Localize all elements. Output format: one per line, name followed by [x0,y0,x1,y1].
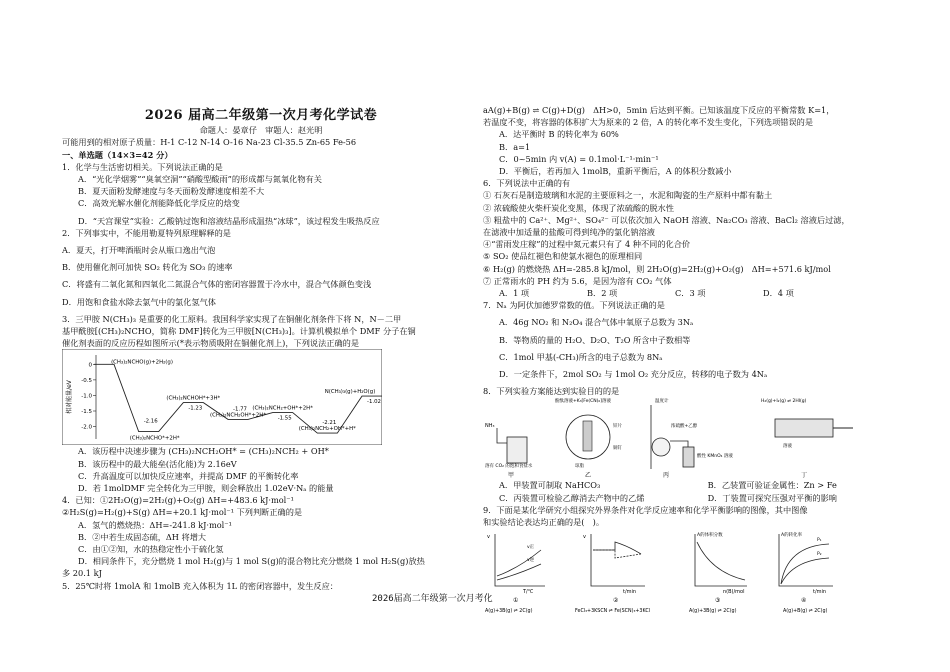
graph4-l2: P₂ [817,552,822,558]
q2-option-b: B．使用催化剂可加快 SO₂ 转化为 SO₃ 的速率 [62,262,233,273]
label-yi: 乙 [585,472,592,480]
energy-value-label: -1.23 [188,406,203,413]
q7-option-d: D．一定条件下，2mol SO₂ 与 1mol O₂ 充分反应，转移的电子数为 4Nₐ [499,369,768,380]
energy-state-label: (CH₃)₂NCHO(g)+2H₂(g) [111,359,173,366]
q6-option-d: D．4 项 [763,288,794,299]
q6-s4: ④“雷雨发庄稼”的过程中氮元素只有了 4 种不同的化合价 [483,239,691,250]
chart-y-tick-label: -1.0 [81,393,92,400]
zinc-strip [583,421,592,451]
apparatus-nh3-label: NH₃ [485,423,495,430]
apparatus-agar-label: 琼脂 [575,464,584,470]
chart-y-tick-label: -0.5 [81,378,92,385]
page-footer: 2026届高二年级第一次月考化 [372,594,493,604]
right-column [483,104,883,614]
graph4-num: ④ [801,597,807,605]
graph3-ylabel: A的体积分数 [697,533,723,539]
chart-y-label: 相对能量/eV [66,380,73,415]
q6-s3: ③ 粗盐中的 Ca²⁺、Mg²⁺、SO₄²⁻ 可以依次加入 NaOH 溶液、Na₂CO₃ 溶液、BaCl₂ 溶液后过滤， [483,214,850,225]
energy-value-label: -2.21 [322,420,337,427]
graph1-l2: v逆 [527,558,535,564]
q4-option-d-cont: 多 20.1 kJ [62,568,102,579]
q8-options-ab [483,479,883,491]
q7-option-c: C．1mol 甲基(-CH₃)所含的电子总数为 8Nₐ [499,351,663,362]
apparatus-solution-label: 溶液 [783,444,792,450]
graph3-xlabel: n(B)/mol [723,589,745,596]
atomic-masses: 可能用到的相对原子质量：H-1 C-12 N-14 O-16 Na-23 Cl-35.5 Zn-65 Fe-56 [62,137,357,148]
q4-option-d: D．相同条件下，充分燃烧 1 mol H₂(g)与 1 mol S(g)的混合物比充分燃烧 1 mol H₂S(g)放热 [78,556,425,567]
q4-stem: 4．已知：①2H₂O(g)=2H₂(g)+O₂(g) ΔH=+483.6 kJ·mol⁻¹ [62,495,294,506]
q8-option-c: C．丙装置可检验乙醇消去产物中的乙烯 [499,492,645,503]
q5-option-c: C．0~5min 内 v(A) = 0.1mol·L⁻¹·min⁻¹ [499,153,659,164]
energy-state-label: (CH₃)₂NCHO*+2H* [129,435,180,442]
graph4-eq: A(g)+B(g) ⇌ 2C(g) [783,609,828,615]
q6-s6: ⑥ H₂(g) 的燃烧热 ΔH=-285.8 kJ/mol，则 2H₂O(g)=2H₂(g)+O₂(g) ΔH=+571.6 kJ/mol [483,263,831,274]
q3-option-d: D．若 1molDMF 完全转化为三甲胺，则会释放出 1.02eV·Nₐ 的能量 [78,483,334,494]
graph1-xlabel: T/℃ [523,589,534,596]
q6-option-b: B．2 项 [587,288,618,299]
q6-s2: ② 浓硫酸使火柴杆炭化变黑，体现了浓硫酸的脱水性 [483,202,674,213]
energy-state-label: (CH₃)₂NCHOH*+3H* [166,396,221,403]
graph4-xlabel: t/min [813,589,827,596]
q6-s5: ⑤ SO₂ 使品红褪色和使氯水褪色的原理相同 [483,251,643,262]
q4-option-b: B．②中若生成固态硫，ΔH 将增大 [78,531,207,542]
q9-graph-2 [575,534,650,614]
exam-title: 2026 届高二年级第一次月考化学试卷 [144,108,378,123]
q9-stem-2: 和实验结论表达均正确的是( )。 [483,517,605,528]
q2-stem: 2．下列事实中，不能用勒夏特列原理解释的是 [62,227,231,238]
q3-option-b: B．该历程中的最大能垒(活化能)为 2.16eV [78,458,237,469]
apparatus-phenol-label: 酚酞溶液+K₃[Fe(CN)₆]溶液 [555,399,611,405]
q9-stem-1: 9．下面是某化学研究小组探究外界条件对化学反应速率和化学平衡影响的图像，其中图像 [483,504,808,515]
q7-option-b: B．等物质的量的 H₂O、D₂O、T₂O 所含中子数相等 [499,334,691,345]
q4-option-c: C．由①②知，水的热稳定性小于硫化氢 [78,544,224,555]
q5-stem: 5．25℃时将 1molA 和 1molB 充入体积为 1L 的密闭容器中，发生反应： [62,580,338,591]
energy-state-label: (CH₃)₂NCH₂+OH*+2H* [252,406,313,413]
q6-stem: 6．下列说法中正确的有 [483,178,571,189]
energy-state-label: (CH₃)₂NCH₂+OH*+H* [298,426,356,433]
q9-graphs [483,528,883,614]
kmno4-tube [683,447,694,467]
graph3-eq: A(g)+3B(g) ⇌ 2C(g) [689,609,737,615]
q2-option-d: D．用饱和食盐水除去氯气中的氯化氢气体 [62,296,216,307]
q3-stem-3: 催化剂表面的反应历程如图所示(*表示物质吸附在铜催化剂上)，下列说法正确的是 [62,338,360,349]
q5-option-a: A．达平衡时 B 的转化率为 60% [499,129,619,140]
q5-option-d: D．平衡后，若再加入 1molB，重新平衡后，A 的体积分数减小 [499,166,732,177]
apparatus-h2-label: H₂(g)+I₂(g) ⇌ 2HI(g) [761,399,807,405]
graph2-curve-2 [593,550,641,558]
section-heading: 一、单选题（14×3=42 分） [62,149,173,160]
q4-option-a: A．氢气的燃烧热：ΔH=-241.8 kJ·mol⁻¹ [78,519,232,530]
energy-value-label: -1.02 [367,399,381,406]
graph1-l1: v正 [527,545,535,551]
energy-value-label: -2.16 [143,418,158,425]
q6-option-a: A．1 项 [499,288,530,299]
energy-state-label: N(CH₃)₃(g)+H₂O(g) [324,389,376,396]
apparatus-figure [483,397,883,479]
q6-s7: ⑦ 正常雨水的 PH 约为 5.6，是因为溶有 CO₂ 气体 [483,275,672,286]
q8-options-cd [483,492,883,504]
q3-stem-1: 3．三甲胺 N(CH₃)₃ 是重要的化工原料。我国科学家实现了在铜催化剂条件下将 N，N－二甲 [62,313,402,324]
chart-y-tick-label: -2.0 [81,425,92,432]
graph4-axes [779,534,833,586]
graph4-ylabel: A的转化率 [781,533,803,539]
q7-option-a: A．46g NO₂ 和 N₂O₄ 混合气体中氧原子总数为 3Nₐ [499,317,694,328]
q2-option-c: C．将盛有二氧化氮和四氧化二氮混合气体的密闭容器置于冷水中，混合气体颜色变浅 [62,279,372,290]
q3-stem-2: 基甲酰胺[(CH₃)₂NCHO，简称 DMF]转化为三甲胺[N(CH₃)₃]。计算机模拟单个 DMF 分子在铜 [62,326,416,337]
q1-option-a: A．“光化学烟雾”“臭氧空洞”“硝酸型酸雨”的形成都与氮氧化物有关 [78,174,322,185]
q7-stem: 7．Nₐ 为阿伏加德罗常数的值。下列说法正确的是 [483,300,665,311]
q2-option-a: A．夏天，打开啤酒瓶时会从瓶口逸出气泡 [62,245,216,256]
q6-s3b: 在滤液中加适量的盐酸可得到纯净的氯化钠溶液 [483,227,655,238]
q8-option-d: D．丁装置可探究压强对平衡的影响 [707,492,837,503]
energy-value-label: -1.55 [277,416,292,423]
chart-y-tick-label: 0 [88,362,92,369]
apparatus-zinc-label: 锌片 [613,424,622,430]
graph3-curve [697,542,745,580]
energy-profile-chart [62,349,382,445]
graph1-ylabel: v [487,534,490,541]
graph2-xlabel: t/min [623,589,637,596]
syringe [775,419,833,437]
graph4-curve-p1 [781,544,829,584]
q6-option-c: C．3 项 [675,288,706,299]
apparatus-brine-label: 溶有 CO₂ 的饱和食盐水 [485,464,533,470]
q6-s1: ① 石灰石是制造玻璃和水泥的主要原料之一，水泥和陶瓷的生产原料中都有黏土 [483,190,773,201]
q4-stem-2: ②H₂S(g)=H₂(g)+S(g) ΔH=+20.1 kJ·mol⁻¹ 下列判断正确的是 [62,507,303,518]
chart-y-tick-label: -1.5 [81,409,92,416]
graph4-l1: P₁ [817,538,822,544]
graph2-num: ② [613,597,619,605]
round-flask [652,438,670,456]
graph2-ylabel: v [583,534,586,541]
apparatus-thermo-label: 温度计 [655,399,669,405]
flask-jia [507,437,527,463]
q5-option-b: B．a=1 [499,141,531,152]
graph1-curve-forward [497,550,541,576]
apparatus-nail-label: 铜钉 [613,446,622,452]
q3-option-c: C．升高温度可以加快反应速率，并提高 DMF 的平衡转化率 [78,470,299,481]
label-bing: 丙 [663,472,670,480]
apparatus-acid-label: 浓硫酸+乙醇 [671,424,698,430]
q1-option-b: B．夏天面粉发酵速度与冬天面粉发酵速度相差不大 [78,186,265,197]
q6-options [483,287,883,299]
label-jia: 甲 [508,472,515,480]
q9-graph-3 [689,531,747,614]
q8-option-a: A．甲装置可制取 NaHCO₃ [499,480,601,491]
q1-option-d: D．“天宫课堂”实验：乙酸钠过饱和溶液结晶形成温热“冰球”，该过程发生吸热反应 [78,215,380,226]
label-ding: 丁 [801,472,808,480]
graph1-eq: A(g)+3B(g) ⇌ 2C(g) [485,609,533,615]
graph1-curve-reverse [497,564,541,580]
graph3-num: ③ [715,597,721,605]
authors-line: 命题人：晏章仔 审题人：赵光明 [199,125,323,136]
graph4-curve-p2 [781,558,829,584]
graph1-num: ① [513,597,519,605]
q1-stem: 1．化学与生活密切相关。下列说法正确的是 [62,161,223,172]
energy-state-label: (CH₃)₂NCH₂OH*+2H* [209,412,267,419]
q5-cont-1: aA(g)+B(g) ⇌ C(g)+D(g) ΔH>0，5min 后达到平衡。已知该温度下反应的平衡常数 K=1， [483,105,835,115]
graph2-axes [591,534,645,586]
left-column [62,104,460,592]
q9-graph-1 [485,534,545,614]
apparatus-kmno4-label: 酸性 KMnO₄ 溶液 [697,454,733,460]
q9-graph-4 [779,531,833,614]
q1-option-c: C．高效光解水催化剂能降低化学反应的焓变 [78,198,240,209]
graph2-eq: FeCl₃+3KSCN ⇌ Fe(SCN)₃+3KCl [575,609,651,615]
q5-cont-2: 若温度不变，将容器的体积扩大为原来的 2 倍，A 的转化率不发生变化，下列选项错误的是 [483,117,814,128]
q3-option-a: A．该历程中决速步骤为 (CH₃)₂NCH₂OH* = (CH₃)₂NCH₂ + OH* [78,446,329,457]
energy-profile-line [94,365,382,434]
q8-stem: 8．下列实验方案能达到实验目的的是 [483,386,620,397]
energy-value-label: -1.77 [233,406,247,413]
graph2-curve-1 [593,542,641,554]
q8-option-b: B．乙装置可验证金属性：Zn > Fe [707,480,837,491]
